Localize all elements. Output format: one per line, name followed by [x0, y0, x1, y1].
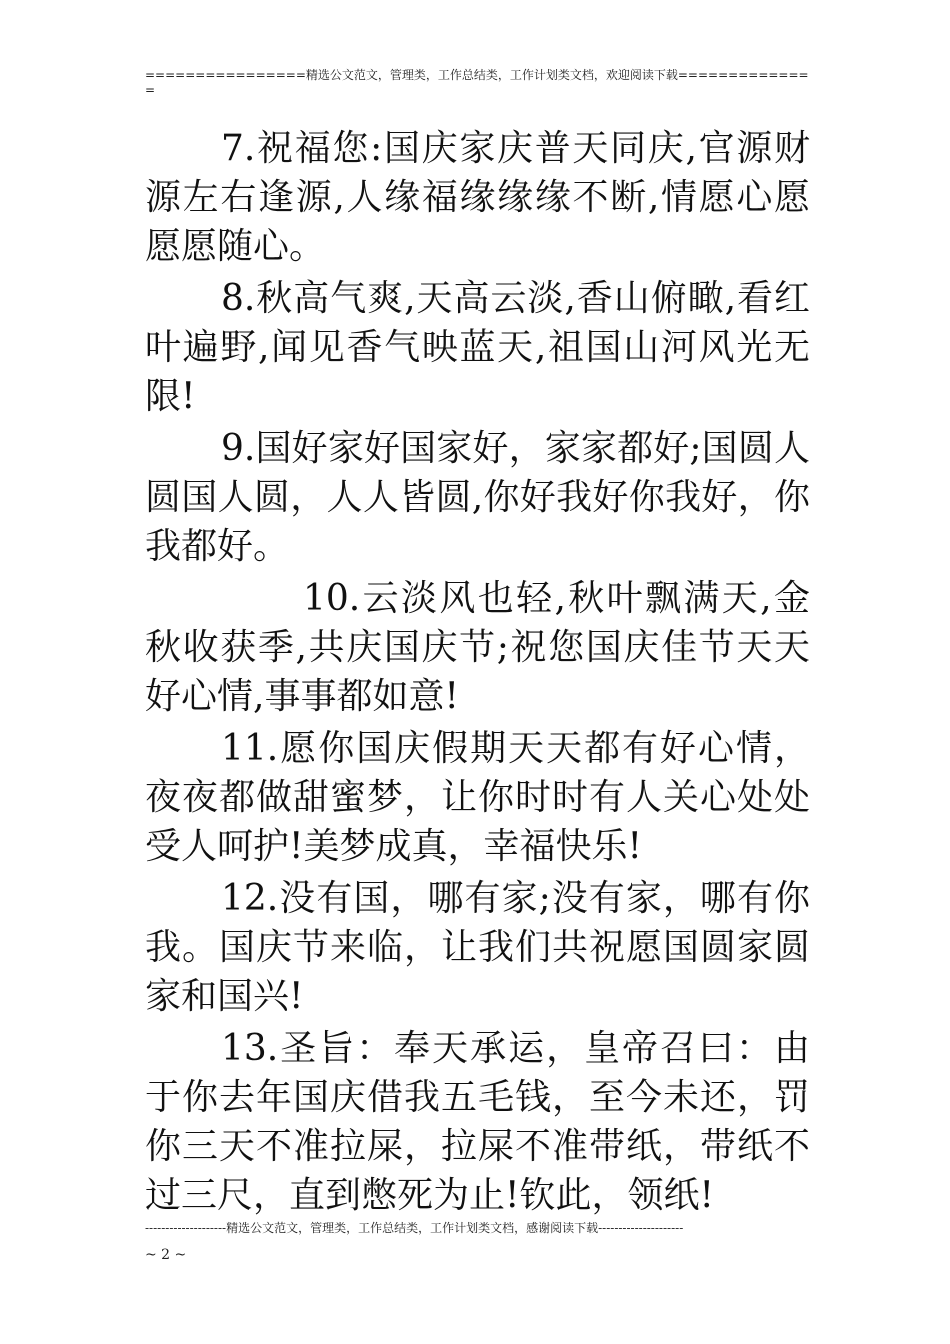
page-number: ~ 2 ~ [145, 1247, 187, 1263]
paragraph-10: 10.云淡风也轻,秋叶飘满天,金秋收获季,共庆国庆节;祝您国庆佳节天天好心情,事事都如意! [145, 578, 810, 717]
paragraph-9: 9.国好家好国家好，家家都好;国圆人圆国人圆，人人皆圆,你好我好你我好，你我都好。 [145, 428, 810, 567]
paragraph-8: 8.秋高气爽,天高云淡,香山俯瞰,看红叶遍野,闻见香气映蓝天,祖国山河风光无限! [145, 278, 810, 417]
paragraph-13: 13.圣旨：奉天承运，皇帝召曰：由于你去年国庆借我五毛钱，至今未还，罚你三天不准拉屎，拉屎不准带纸，带纸不过三尺，直到憋死为止!钦此，领纸! [145, 1028, 810, 1216]
paragraph-11: 11.愿你国庆假期天天都有好心情，夜夜都做甜蜜梦，让你时时有人关心处处受人呵护!美梦成真，幸福快乐! [145, 728, 810, 867]
paragraph-12: 12.没有国，哪有家;没有家，哪有你我。国庆节来临，让我们共祝愿国圆家圆家和国兴! [145, 878, 810, 1017]
document-body [145, 124, 810, 1223]
page-footer: --------------------精选公文范文，管理类，工作总结类，工作计划类文档，感谢阅读下载--------------------- [145, 1221, 684, 1235]
paragraph-7: 7.祝福您:国庆家庆普天同庆,官源财源左右逢源,人缘福缘缘缘不断,情愿心愿愿愿随心。 [145, 128, 810, 267]
page-header: ================精选公文范文，管理类，工作总结类，工作计划类文档，欢迎阅读下载============== [145, 68, 809, 97]
